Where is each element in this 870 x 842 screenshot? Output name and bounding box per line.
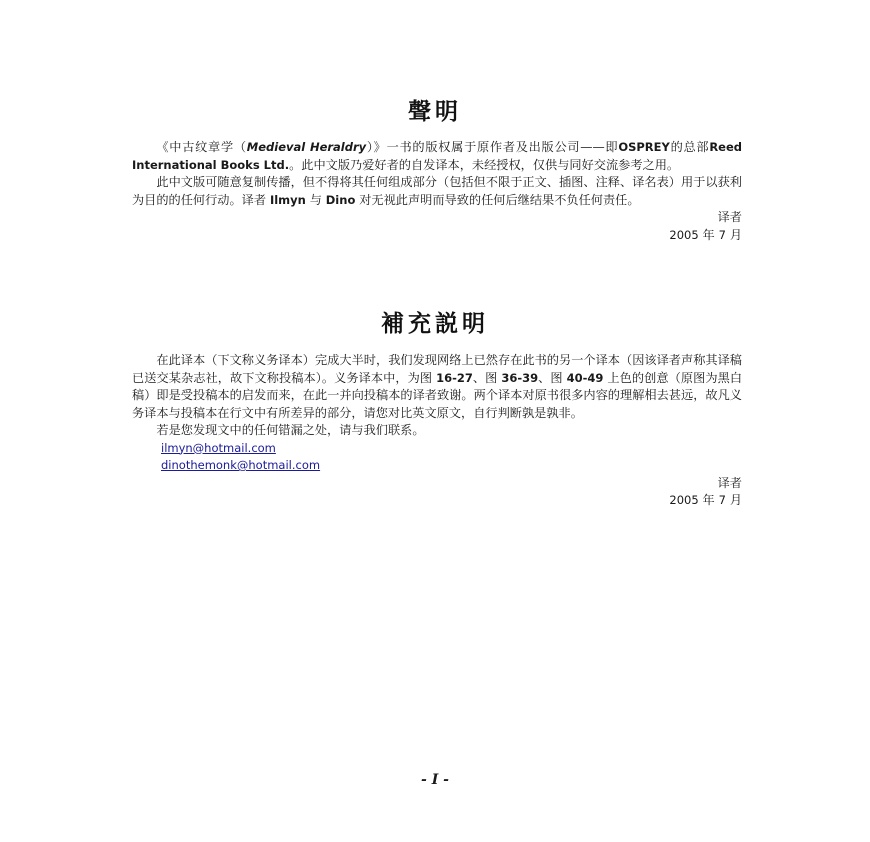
supplement-section <box>132 352 742 510</box>
supplement-date: 2005 年 7 月 <box>669 493 742 507</box>
book-title: Medieval Heraldry <box>246 140 367 154</box>
declaration-section <box>132 139 742 244</box>
supplement-paragraph-2: 若是您发现文中的任何错漏之处，请与我们联系。 <box>156 423 425 437</box>
page-number: - I - <box>421 772 449 788</box>
declaration-title: 聲明 <box>408 99 462 125</box>
supplement-signer: 译者 <box>717 475 742 490</box>
declaration-paragraph-1: 《中古纹章学（Medieval Heraldry）》一书的版权属于原作者及出版公司——即OSPREY的总部Reed International Books Ltd.。此中文版乃爱好者的自发译本，未经授权，仅供与同好交流参考之用。 <box>132 140 742 172</box>
supplement-paragraph-1: 在此译本（下文称义务译本）完成大半时，我们发现网络上已然存在此书的另一个译本（因该译者声称其译稿已送交某杂志社，故下文称投稿本）。义务译本中，为图 16-27、图 36-39、图 40-49 上色的创意（原图为黑白稿）即是受投稿本的启发而来，在此一并向投稿本的译者致谢。两个译本对原书很多内容的理解相去甚远，故凡义务译本与投稿本在行文中有所差异的部分，请您对比英文原文，自行判断孰是孰非。 <box>132 353 743 420</box>
email-link-dino[interactable]: dinothemonk@hotmail.com <box>161 458 321 472</box>
figure-range-2: 36-39 <box>501 370 539 385</box>
supplement-title: 補充説明 <box>381 311 489 337</box>
figure-range-1: 16-27 <box>436 370 473 385</box>
translator-ilmyn: Ilmyn <box>269 192 306 207</box>
translator-dino: Dino <box>325 192 356 207</box>
declaration-signer: 译者 <box>717 210 742 224</box>
declaration-date: 2005 年 7 月 <box>669 227 742 242</box>
publisher-headquarters: Reed International Books Ltd. <box>132 140 742 172</box>
email-link-ilmyn[interactable]: ilmyn@hotmail.com <box>161 440 276 455</box>
declaration-paragraph-2: 此中文版可随意复制传播，但不得将其任何组成部分（包括但不限于正文、插图、注释、译名表）用于以获利为目的的任何行动。译者 Ilmyn 与 Dino 对无视此声明而导致的任何后继结果不负任何责任。 <box>132 175 742 207</box>
figure-range-3: 40-49 <box>566 370 604 385</box>
publisher-name: OSPREY <box>618 140 670 154</box>
